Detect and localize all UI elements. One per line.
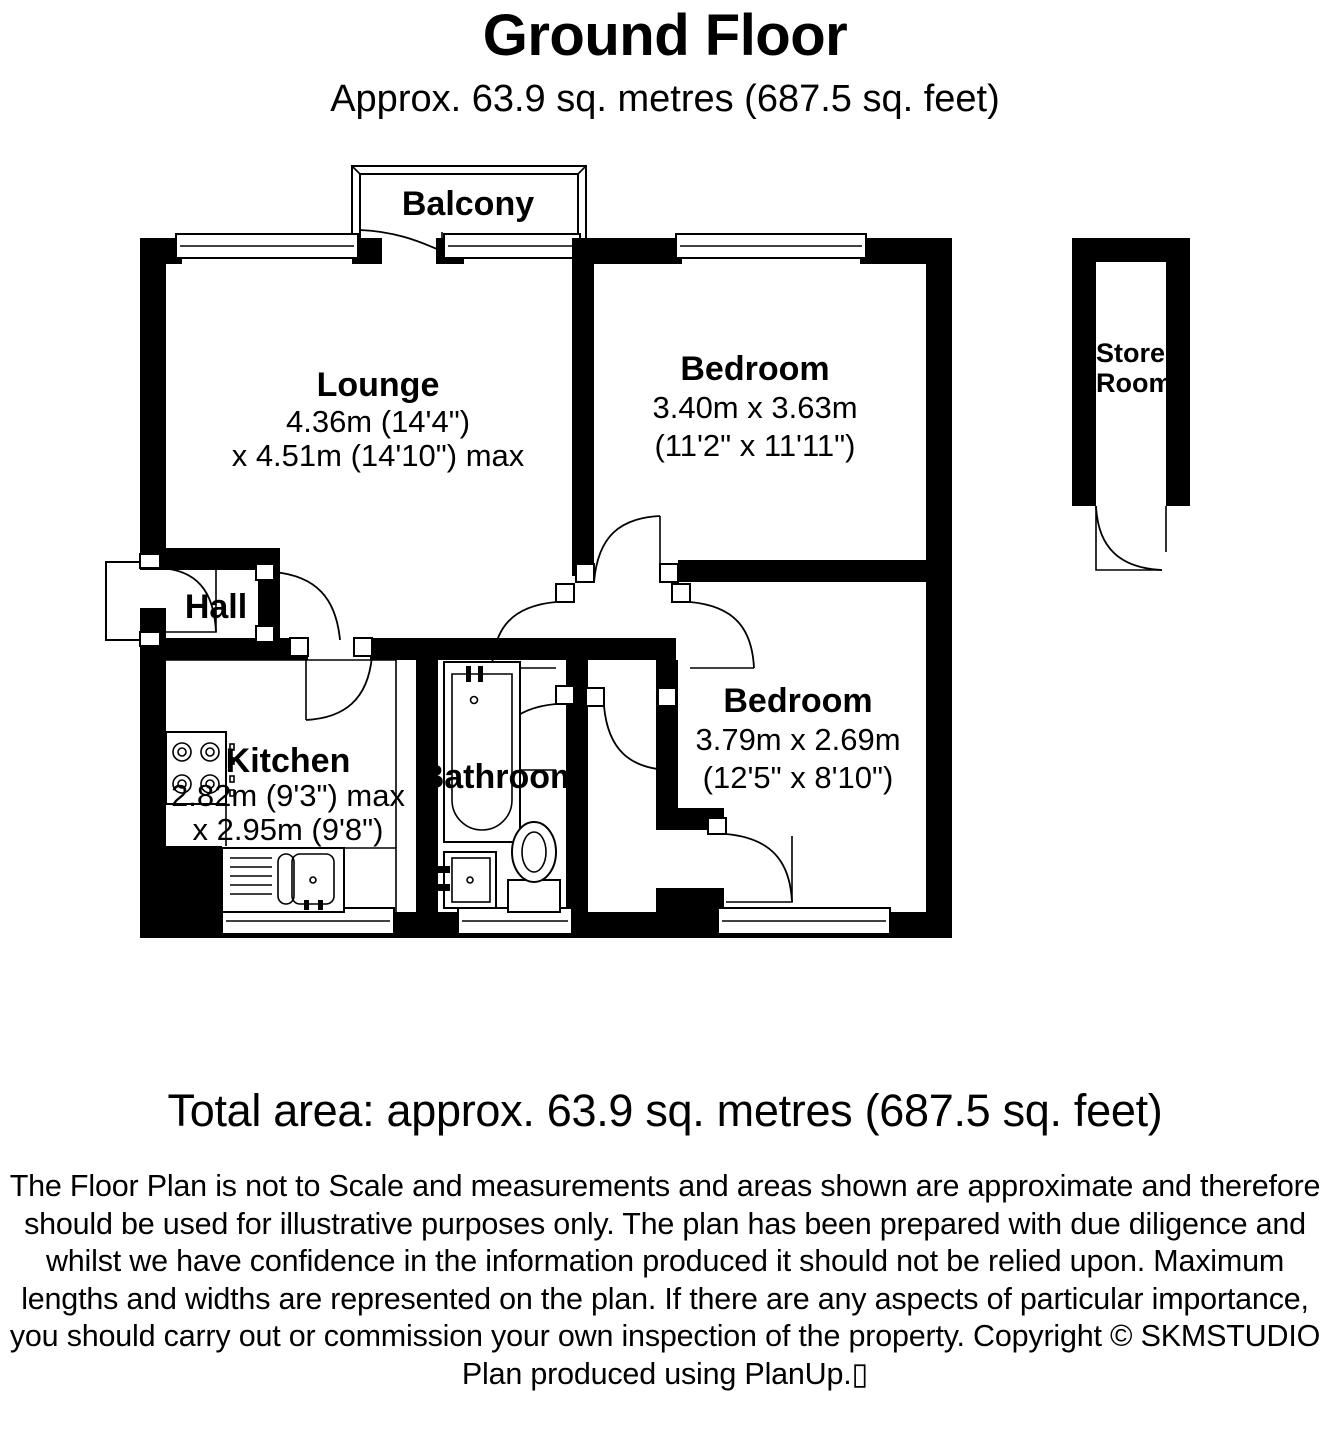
- lounge-label: Lounge: [316, 366, 440, 404]
- bedroom1-dim-2: (11'2" x 11'11"): [654, 428, 856, 463]
- kitchen-door: [290, 638, 372, 720]
- disclaimer-text: [8, 1168, 1322, 1393]
- bedroom1-dim-1: 3.40m x 3.63m: [652, 390, 858, 425]
- store-room-label-line2: Room: [1096, 368, 1173, 398]
- window-bedroom1-top: [676, 234, 866, 258]
- lounge-label-group: [232, 366, 525, 473]
- kitchen-dim-1: 2.82m (9'3") max: [171, 778, 405, 813]
- window-bedroom2-bottom: [718, 908, 890, 934]
- producer-text: Plan produced using PlanUp.▯: [461, 1356, 869, 1391]
- kitchen-label: Kitchen: [225, 742, 351, 780]
- bedroom2-label: Bedroom: [723, 682, 873, 720]
- store-room-label-line1: Store: [1096, 338, 1166, 368]
- lounge-dim-2: x 4.51m (14'10") max: [231, 438, 525, 473]
- bedroom1-label: Bedroom: [680, 350, 830, 388]
- page-title: Ground Floor: [482, 3, 848, 68]
- window-balcony-right: [444, 234, 580, 258]
- bathroom-basin: [438, 852, 496, 908]
- floor-plan-drawing: [0, 140, 1330, 980]
- lounge-dim-1: 4.36m (14'4"): [285, 404, 471, 439]
- kitchen-dim-2: x 2.95m (9'8"): [192, 812, 384, 847]
- window-lounge-top: [176, 234, 358, 258]
- bedroom2-label-group: [695, 682, 900, 795]
- disclaimer-body: The Floor Plan is not to Scale and measurements and areas shown are approximate and therefore should be used for illustrative purposes only. The plan has been prepared with due diligence and whilst we have confidence in the information produced it should not be relied upon. Maximum lengths and widths are represented on the plan. If there are any aspects of particular importance, you should carry out or commission your own inspection of the property. Copyright © SKMSTUDIO: [9, 1169, 1321, 1353]
- bedroom2-dim-1: 3.79m x 2.69m: [695, 722, 901, 757]
- bathroom-bath: [444, 662, 520, 842]
- total-area-text: Total area: approx. 63.9 sq. metres (687.5 sq. feet): [167, 1085, 1163, 1136]
- bathroom-toilet: [508, 822, 560, 912]
- balcony-label: Balcony: [401, 185, 535, 223]
- bedroom1-label-group: [652, 350, 857, 463]
- store-room-door: [1096, 506, 1166, 570]
- kitchen-sink: [222, 848, 396, 912]
- bedroom2-dim-2: (12'5" x 8'10"): [702, 760, 894, 795]
- page-subtitle: Approx. 63.9 sq. metres (687.5 sq. feet): [330, 78, 1000, 120]
- hall-label: Hall: [184, 588, 248, 626]
- bathroom-label: Bathroom: [419, 758, 581, 796]
